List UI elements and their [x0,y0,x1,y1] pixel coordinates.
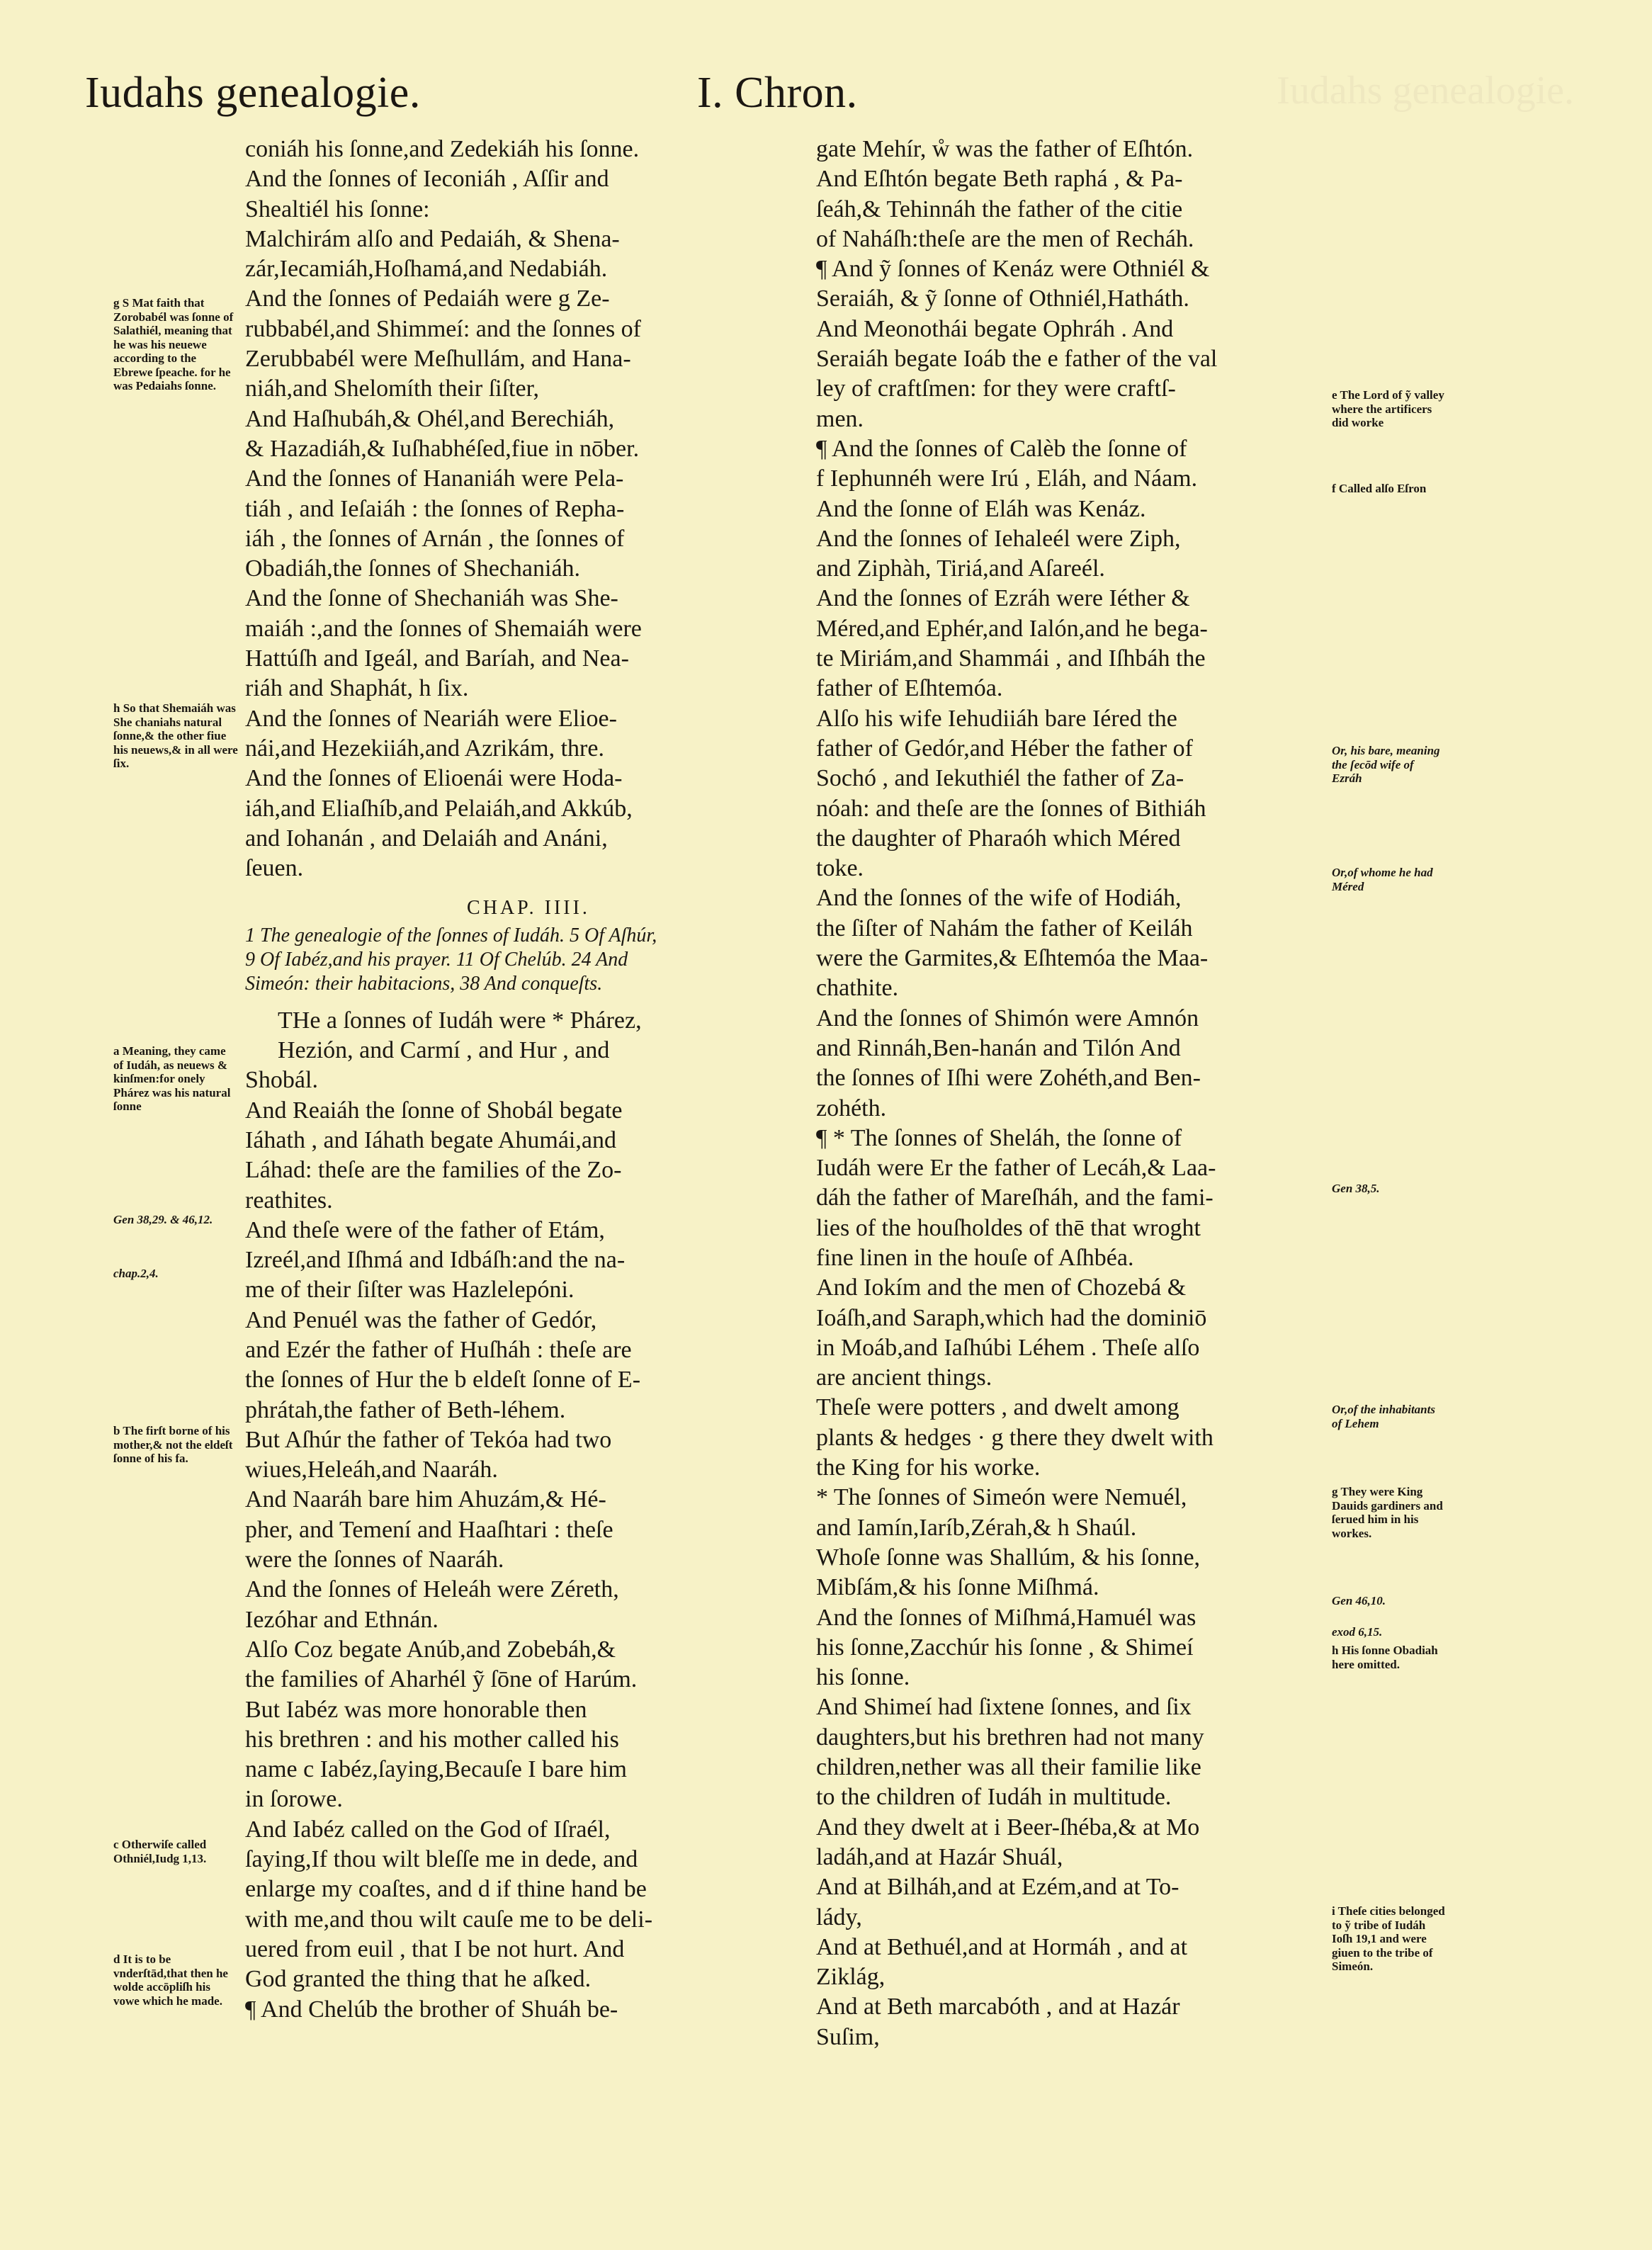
verse-text: riáh and Shaphát, h ſix. [245,675,469,702]
verse-text: And the ſonnes of Elioenái were Hoda- [245,765,623,792]
text-line [816,1034,1323,1063]
verse-text: enlarge my coaſtes, and d if thine hand be [245,1876,647,1903]
text-line [245,1635,812,1665]
text-line [816,1782,1323,1812]
text-line [245,195,812,225]
verse-text: And Iabéz called on the God of Iſraél, [245,1816,611,1843]
text-line [816,284,1323,314]
text-line [816,164,1323,194]
margin-note: h His ſonne Obadiah here omitted. [1332,1644,1438,1671]
text-line [816,1843,1323,1872]
verse-text: Whoſe ſonne was Shallúm, & his ſonne, [816,1544,1201,1571]
verse-text: Obadiáh,the ſonnes of Shechaniáh. [245,555,581,582]
text-line [245,1964,812,1994]
verse-text: And the ſonne of Eláh was Kenáz. [816,495,1146,522]
verse-text: with me,and thou wilt cauſe me to be deli- [245,1906,653,1933]
text-line [816,644,1323,674]
text-line [816,494,1323,524]
verse-text: And Iokím and the men of Chozebá & [816,1274,1187,1301]
verse-text: Láhad: theſe are the families of the Zo- [245,1157,622,1184]
verse-text: reathites. [245,1187,333,1214]
text-line [245,1485,812,1515]
verse-text: And the ſonnes of Shimón were Amnón [816,1005,1199,1031]
verse-text: Shealtiél his ſonne: [245,196,430,222]
text-line [816,434,1323,464]
verse-text: zohéth. [816,1095,887,1121]
running-header-left: Iudahs genealogie. [85,69,421,117]
text-line [245,704,812,734]
verse-text: Sochó , and Iekuthiél the father of Za- [816,765,1184,792]
verse-text: And Reaiáh the ſonne of Shobál begate [245,1097,623,1124]
text-line [245,494,812,524]
text-line [245,1275,812,1305]
text-line [245,1396,812,1425]
verse-text: tiáh , and Ieſaiáh : the ſonnes of Repha- [245,495,625,522]
text-line [816,973,1323,1003]
verse-text: Alſo his wife Iehudiiáh bare Iéred the [816,705,1177,732]
verse-text: and Iamín,Iaríb,Zérah,& h Shaúl. [816,1514,1137,1541]
text-line [816,1393,1323,1423]
chapter-summary-line: 1 The genealogie of the ſonnes of Iudáh. 5 Of Aſhúr, [245,924,657,946]
text-line [245,1605,812,1635]
text-line [245,1425,812,1455]
verse-text: And Penuél was the father of Gedór, [245,1306,597,1333]
text-line [816,1872,1323,1902]
text-line [816,854,1323,883]
text-line [245,1126,812,1155]
text-line [816,1453,1323,1483]
verse-text: men. [816,405,864,432]
verse-text: ¶ And the ſonnes of Calèb the ſonne of [816,435,1187,462]
text-line [245,284,812,314]
text-line [245,1006,812,1036]
verse-text: And the ſonnes of Hananiáh were Pela- [245,465,624,492]
text-line [245,344,812,374]
verse-text: And Eſhtón begate Beth raphá , & Pa- [816,166,1183,193]
verse-text: the ſonnes of Iſhi were Zohéth,and Ben- [816,1065,1201,1092]
margin-note: d It is to be vnderſtād,that then he wolde accōpliſh his vowe which he made. [113,1952,228,2008]
text-line [816,1333,1323,1363]
text-line [245,734,812,764]
verse-text: Zerubbabél were Meſhullám, and Hana- [245,346,631,373]
margin-note: h So that Shemaiáh was She chaniahs natural ſonne,& the other fiue his neuews,& in all were ſix. [113,701,238,770]
verse-text: wiues,Heleáh,and Naaráh. [245,1457,498,1483]
verse-text: ¶ And Chelúb the brother of Shuáh be- [245,1996,618,2023]
text-line [245,1335,812,1365]
verse-text: lády, [816,1904,862,1930]
verse-text: Hezión, and Carmí , and Hur , and [278,1037,610,1064]
verse-text: And Meonothái begate Ophráh . And [816,315,1174,342]
verse-text: plants & hedges · g there they dwelt with [816,1424,1213,1451]
margin-note: exod 6,15. [1332,1625,1383,1639]
verse-text: And the ſonnes of Miſhmá,Hamuél was [816,1604,1196,1631]
text-line [245,464,812,494]
margin-note: Gen 38,29. & 46,12. [113,1213,213,1226]
right-column-block [816,135,1323,2052]
text-line [245,1545,812,1575]
text-line [816,1962,1323,1992]
text-line [816,1903,1323,1933]
text-line [816,614,1323,644]
text-line [245,315,812,344]
text-line [816,1124,1323,1153]
text-line [816,1573,1323,1602]
verse-text: But Aſhúr the father of Tekóa had two [245,1426,612,1453]
verse-text: Alſo Coz begate Anúb,and Zobebáh,& [245,1636,616,1663]
text-line [816,1273,1323,1303]
verse-text: fine linen in the houſe of Aſhbéa. [816,1244,1134,1271]
text-line [816,824,1323,854]
verse-text: lies of the houſholdes of thē that wroght [816,1214,1201,1241]
verse-text: iáh,and Eliaſhíb,and Pelaiáh,and Akkúb, [245,795,633,822]
verse-text: of Naháſh:theſe are the men of Recháh. [816,225,1194,252]
verse-text: chathite. [816,975,899,1002]
text-line [245,674,812,703]
verse-text: iáh , the ſonnes of Arnán , the ſonnes of [245,525,625,552]
verse-text: and Rinnáh,Ben-hanán and Tilón And [816,1034,1181,1061]
text-line [816,254,1323,284]
verse-text: ¶ And ỹ ſonnes of Kenáz were Othniél & [816,256,1210,283]
verse-text: And Naaráh bare him Ahuzám,& Hé- [245,1486,606,1513]
verse-text: gate Mehír, ẘ was the father of Eſhtón. [816,136,1194,162]
text-line [245,1365,812,1395]
text-line [816,524,1323,554]
verse-text: his brethren : and his mother called his [245,1726,619,1753]
text-line [816,225,1323,254]
text-line [245,405,812,434]
verse-text: toke. [816,855,864,882]
text-line [816,584,1323,614]
text-line [245,1575,812,1605]
text-line [816,944,1323,973]
text-line [245,644,812,674]
verse-text: And at Beth marcabóth , and at Hazár [816,1994,1180,2020]
text-line [816,1243,1323,1273]
verse-text: phrátah,the father of Beth-léhem. [245,1396,566,1423]
text-line [245,1905,812,1935]
text-line [245,1815,812,1845]
text-line [816,1933,1323,1962]
verse-text: Izreél,and Iſhmá and Idbáſh:and the na- [245,1247,626,1274]
verse-text: And the ſonnes of Ezráh were Iéther & [816,585,1190,612]
verse-text: f Iephunnéh were Irú , Eláh, and Náam. [816,465,1198,492]
left-column-block-2 [245,1006,812,2025]
text-line [816,2023,1323,2052]
margin-note: a Meaning, they came of Iudáh, as neuews & kinſmen:for onely Phárez was his natural ſonne [113,1044,231,1113]
text-line [816,674,1323,703]
text-line [245,1515,812,1545]
verse-text: the King for his worke. [816,1454,1041,1481]
text-line [816,1723,1323,1753]
text-line [816,1183,1323,1213]
verse-text: his ſonne,Zacchúr his ſonne , & Shimeí [816,1634,1194,1661]
margin-note: e The Lord of ỹ valley where the artificers did worke [1332,388,1444,429]
text-line [816,1363,1323,1393]
verse-text: And Haſhubáh,& Ohél,and Berechiáh, [245,405,615,432]
margin-note: b The firſt borne of his mother,& not the eldeſt ſonne of his fa. [113,1424,233,1465]
verse-text: the ſiſter of Nahám the father of Keiláh [816,915,1193,942]
verse-text: Iáhath , and Iáhath begate Ahumái,and [245,1126,616,1153]
text-line [816,883,1323,913]
verse-text: name c Iabéz,ſaying,Becauſe I bare him [245,1756,628,1783]
left-text-column [245,135,812,2025]
verse-text: and Iohanán , and Delaiáh and Anáni, [245,825,608,852]
verse-text: Hattúſh and Igeál, and Baríah, and Nea- [245,645,629,672]
verse-text: in Moáb,and Iaſhúbi Léhem . Theſe alſo [816,1334,1200,1361]
text-line [816,1423,1323,1453]
text-line [245,225,812,254]
text-line [816,1063,1323,1093]
text-line [816,1214,1323,1243]
text-line [245,135,812,164]
text-line [816,1004,1323,1034]
text-line [816,1633,1323,1663]
verse-text: Ioáſh,and Saraph,which had the dominiō [816,1304,1207,1331]
verse-text: Ziklág, [816,1964,886,1991]
show-through-header: Iudahs genealogie. [1277,69,1574,113]
verse-text: the ſonnes of Hur the b eldeſt ſonne of E- [245,1367,641,1393]
text-line [816,1603,1323,1633]
verse-text: to the children of Iudáh in multitude. [816,1784,1172,1811]
text-line [245,1725,812,1755]
verse-text: & Hazadiáh,& Iuſhabhéſed,fiue in nōber. [245,435,640,462]
text-line [245,1935,812,1964]
verse-text: were the ſonnes of Naaráh. [245,1547,504,1573]
verse-text: ¶ * The ſonnes of Sheláh, the ſonne of [816,1124,1182,1151]
verse-text: Suſim, [816,2023,880,2050]
verse-text: And the ſonne of Shechaniáh was She- [245,585,618,612]
verse-text: And the ſonnes of Ieconiáh , Aſſir and [245,166,609,193]
text-line [816,405,1323,434]
text-line [245,1695,812,1725]
verse-text: But Iabéz was more honorable then [245,1696,587,1723]
text-line [816,1663,1323,1692]
verse-text: Seraiáh, & ỹ ſonne of Othniél,Hatháth. [816,286,1189,312]
text-line [245,824,812,854]
text-line [245,1995,812,2025]
verse-text: daughters,but his brethren had not many [816,1724,1204,1751]
text-line [245,524,812,554]
verse-text: father of Gedór,and Héber the father of [816,735,1193,762]
verse-text: nái,and Hezekiiáh,and Azrikám, thre. [245,735,604,762]
text-line [816,1692,1323,1722]
left-column-block-1 [245,135,812,883]
text-line [245,584,812,614]
chapter-heading: CHAP. IIII. [467,897,590,920]
margin-note: g S Mat faith that Zorobabél was ſonne of Salathiél, meaning that he was his neuewe according to the Ebrewe ſpeache. for he was Pedaiahs ſonne. [113,296,234,392]
verse-text: coniáh his ſonne,and Zedekiáh his ſonne. [245,136,640,162]
verse-text: me of their ſiſter was Hazlelepóni. [245,1277,575,1304]
verse-text: * The ſonnes of Simeón were Nemuél, [816,1484,1187,1511]
verse-text: Malchirám alſo and Pedaiáh, & Shena- [245,225,620,252]
verse-text: ladáh,and at Hazár Shuál, [816,1843,1063,1870]
text-line [816,794,1323,824]
verse-text: Seraiáh begate Ioáb the e father of the val [816,346,1218,373]
text-line [245,1875,812,1904]
text-line [245,1155,812,1185]
verse-text: te Miriám,and Shammái , and Iſhbáh the [816,645,1206,672]
margin-note: f Called alſo Eſron [1332,482,1427,495]
text-line [245,1216,812,1245]
text-line [245,1665,812,1695]
verse-text: the families of Aharhél ỹ ſōne of Harúm. [245,1666,638,1693]
text-line [245,1186,812,1216]
margin-note: c Otherwiſe called Othniél,Iudg 1,13. [113,1838,207,1865]
text-line [245,1785,812,1814]
text-line [816,1543,1323,1573]
verse-text: God granted the thing that he aſked. [245,1966,592,1993]
margin-note: g They were King Dauids gardiners and ſerued him in his workes. [1332,1485,1443,1540]
verse-text: And at Bethuél,and at Hormáh , and at [816,1933,1188,1960]
verse-text: And the ſonnes of Iehaleél were Ziph, [816,525,1181,552]
verse-text: And theſe were of the father of Etám, [245,1216,605,1243]
text-line [816,914,1323,944]
running-header-center: I. Chron. [697,69,858,117]
verse-text: Theſe were potters , and dwelt among [816,1394,1179,1421]
text-line [816,374,1323,404]
margin-note: Or,of the inhabitants of Lehem [1332,1403,1435,1430]
text-line [816,1094,1323,1124]
verse-text: nóah: and theſe are the ſonnes of Bithiáh [816,795,1206,822]
verse-text: the daughter of Pharaóh which Méred [816,825,1181,852]
verse-text: Mibſám,& his ſonne Miſhmá. [816,1574,1099,1601]
verse-text: and Ziphàh, Tiriá,and Aſareél. [816,555,1105,582]
text-line [816,734,1323,764]
text-line [816,764,1323,793]
text-line [816,1992,1323,2022]
verse-text: ley of craftſmen: for they were craftſ- [816,375,1176,402]
text-line [816,315,1323,344]
text-line [245,1036,812,1065]
text-line [245,254,812,284]
text-line [816,135,1323,164]
text-line [816,1813,1323,1843]
text-line [816,1153,1323,1183]
verse-text: ſaying,If thou wilt bleſſe me in dede, and [245,1846,638,1873]
text-line [245,854,812,883]
margin-note: Gen 38,5. [1332,1182,1380,1195]
text-line [816,195,1323,225]
verse-text: were the Garmites,& Eſhtemóa the Maa- [816,945,1209,972]
text-line [245,434,812,464]
verse-text: And at Bilháh,and at Ezém,and at To- [816,1874,1179,1901]
verse-text: niáh,and Shelomíth their ſiſter, [245,375,540,402]
verse-text: And the ſonnes of Heleáh were Zéreth, [245,1576,619,1603]
verse-text: Iudáh were Er the father of Lecáh,& Laa- [816,1155,1216,1182]
margin-note: Gen 46,10. [1332,1594,1386,1607]
text-line [245,1245,812,1275]
text-line [245,764,812,793]
verse-text: Méred,and Ephér,and Ialón,and he bega- [816,615,1208,642]
margin-note: chap.2,4. [113,1267,159,1280]
verse-text: Shobál. [245,1067,318,1094]
verse-text: are ancient things. [816,1364,992,1391]
verse-text: father of Eſhtemóa. [816,675,1003,702]
text-line [245,1455,812,1485]
text-line [245,794,812,824]
verse-text: And Shimeí had ſixtene ſonnes, and ſix [816,1694,1192,1721]
text-line [245,554,812,584]
text-line [816,554,1323,584]
text-line [245,1065,812,1095]
verse-text: in ſorowe. [245,1786,343,1813]
text-line [245,1096,812,1126]
text-line [816,704,1323,734]
text-line [245,164,812,194]
margin-note: Or, his bare, meaning the ſecōd wife of Ezráh [1332,744,1440,785]
verse-text: rubbabél,and Shimmeí: and the ſonnes of [245,315,641,342]
text-line [245,1306,812,1335]
verse-text: pher, and Temení and Haaſhtari : theſe [245,1516,613,1543]
verse-text: And they dwelt at i Beer-ſhéba,& at Mo [816,1814,1200,1841]
verse-text: zár,Iecamiáh,Hoſhamá,and Nedabiáh. [245,256,608,283]
verse-text: children,nether was all their familie like [816,1754,1201,1781]
verse-text: his ſonne. [816,1664,910,1691]
text-line [816,1304,1323,1333]
verse-text: ſeáh,& Tehinnáh the father of the citie [816,196,1183,222]
margin-note: i Theſe cities belonged to ỹ tribe of Iudáh Ioſh 19,1 and were giuen to the tribe of Simeón. [1332,1904,1445,1973]
verse-text: and Ezér the father of Huſháh : theſe are [245,1336,632,1363]
text-line [245,614,812,644]
text-line [816,1513,1323,1543]
text-line [816,344,1323,374]
verse-text: And the ſonnes of Neariáh were Elioe- [245,705,617,732]
verse-text: And the ſonnes of Pedaiáh were g Ze- [245,286,610,312]
text-line [245,374,812,404]
chapter-summary-line: Simeón: their habitacions, 38 And conqueſts. [245,972,603,995]
chapter-summary-line: 9 Of Iabéz,and his prayer. 11 Of Chelúb. 24 And [245,948,628,971]
verse-text: Iezóhar and Ethnán. [245,1606,439,1633]
text-line [816,1753,1323,1782]
verse-text: THe a ſonnes of Iudáh were * Phárez, [278,1007,642,1034]
text-line [816,464,1323,494]
verse-text: maiáh :,and the ſonnes of Shemaiáh were [245,615,642,642]
verse-text: And the ſonnes of the wife of Hodiáh, [816,885,1182,912]
margin-note: Or,of whome he had Méred [1332,866,1433,893]
text-line [816,1483,1323,1513]
verse-text: ſeuen. [245,855,304,882]
verse-text: uered from euil , that I be not hurt. And [245,1935,625,1962]
text-line [245,1845,812,1875]
verse-text: dáh the father of Mareſháh, and the fami- [816,1185,1213,1211]
right-text-column [816,135,1323,2052]
text-line [245,1755,812,1785]
